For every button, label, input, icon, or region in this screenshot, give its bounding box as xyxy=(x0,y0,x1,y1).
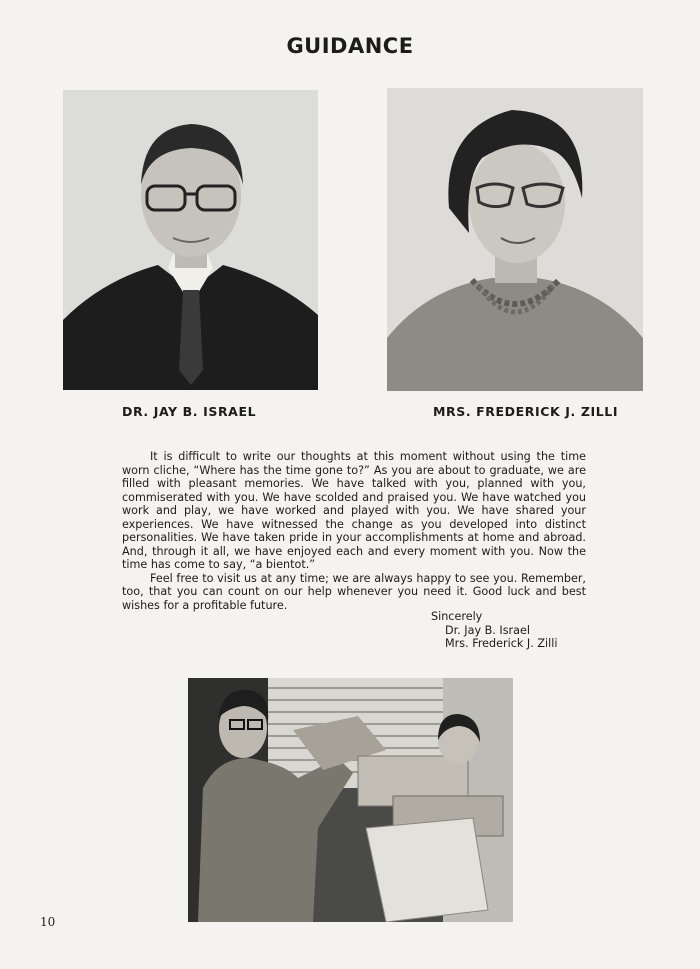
portrait-photo-israel xyxy=(63,90,318,390)
signature-zilli: Mrs. Frederick J. Zilli xyxy=(445,637,558,651)
page-title: GUIDANCE xyxy=(286,34,414,58)
letter-paragraph-2: Feel free to visit us at any time; we are always happy to see you. Remember, too, that you can count on our help whenever you need it. Good luck and best wishes for a profitable future. xyxy=(122,571,586,612)
letter-signoff xyxy=(431,610,557,651)
portrait-zilli-illustration xyxy=(387,88,643,391)
guidance-letter xyxy=(122,450,586,612)
letter-closing: Sincerely xyxy=(431,610,483,623)
candid-photo-boxes xyxy=(188,678,513,922)
portrait-caption-zilli: MRS. FREDERICK J. ZILLI xyxy=(433,404,619,419)
portrait-photo-zilli xyxy=(387,88,643,391)
signature-israel: Dr. Jay B. Israel xyxy=(445,623,530,637)
page-number: 10 xyxy=(40,915,56,929)
letter-paragraph-1: It is difficult to write our thoughts at this moment without using the time worn cliche, “Where has the time gone to?” As you are about to graduate, we are filled with pleasant memories. We have talked with you, planned with you, commiserated with you. We have scolded and praised you. We have watched you work and play, we have worked and played with you. We have shared your experiences. We have witnessed the change as you developed into distinct personalities. We have taken pride in your accomplishments at home and abroad. And, through it all, we have enjoyed each and every moment with you. Now the time has come to say, “a bientot.” xyxy=(122,450,586,571)
portrait-israel-illustration xyxy=(63,90,318,390)
candid-photo-illustration xyxy=(188,678,513,922)
portrait-caption-israel: DR. JAY B. ISRAEL xyxy=(122,404,257,419)
